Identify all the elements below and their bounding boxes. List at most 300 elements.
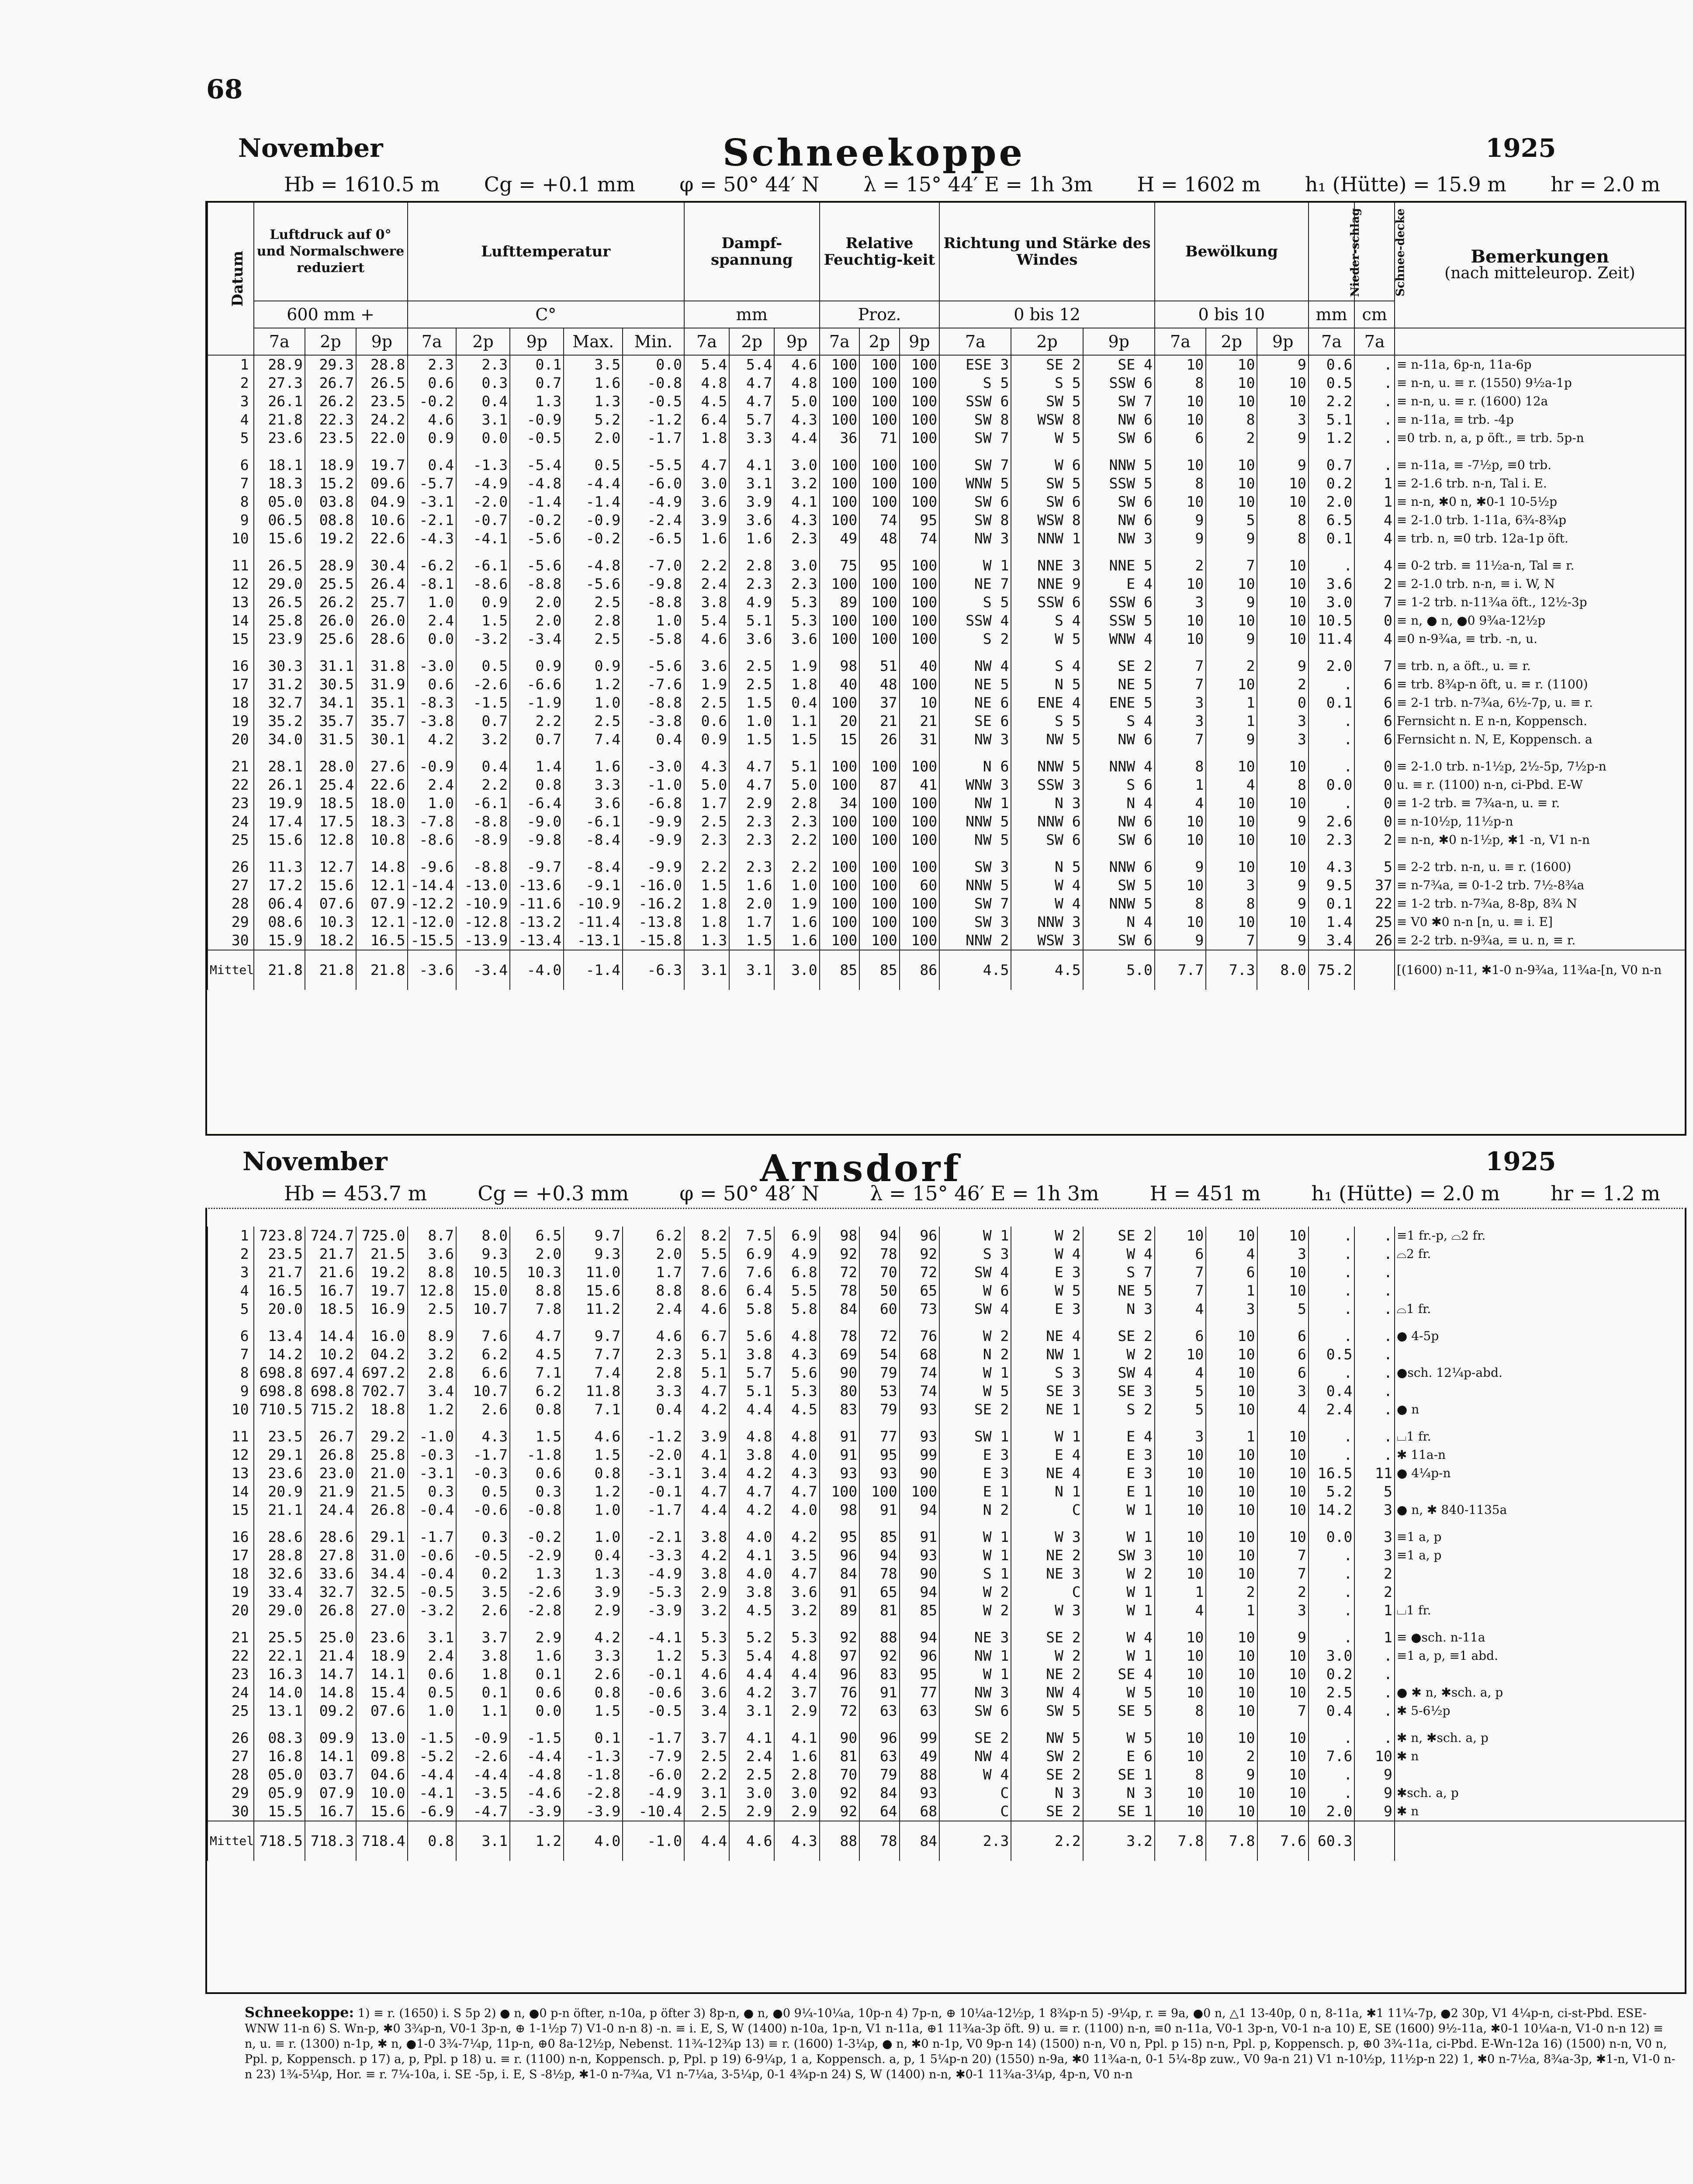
value-cell: -0.5	[623, 1702, 684, 1720]
value-cell: W 1	[939, 556, 1011, 575]
value-cell: 6	[1354, 730, 1395, 749]
param: hr = 2.0 m	[1551, 173, 1660, 196]
day-cell: 26	[208, 858, 254, 876]
table-row	[208, 1300, 1685, 1318]
mean-cell: 3.1	[684, 950, 729, 990]
value-cell: 1	[1354, 1601, 1395, 1620]
value-cell: 10.3	[305, 913, 356, 931]
value-cell: -12.8	[456, 913, 510, 931]
value-cell: 10	[1206, 1628, 1257, 1647]
value-cell: 93	[900, 1427, 940, 1446]
value-cell: 3.0	[774, 556, 819, 575]
day-cell: 20	[208, 1601, 254, 1620]
value-cell: 84	[820, 1565, 860, 1583]
value-cell: 29.3	[305, 355, 356, 374]
value-cell: 1.3	[510, 1565, 564, 1583]
value-cell: 68	[900, 1802, 940, 1821]
value-cell: 19.2	[305, 529, 356, 548]
value-cell: -6.2	[408, 556, 456, 575]
value-cell: W 4	[1083, 1628, 1155, 1647]
value-cell: 1.7	[684, 794, 729, 812]
table-row	[208, 593, 1685, 612]
remark-cell: ≡ n-n, u. ≡ r. (1600) 12a	[1395, 392, 1685, 411]
value-cell: NW 6	[1083, 812, 1155, 831]
value-cell: 85	[900, 1601, 940, 1620]
value-cell: 94	[900, 1628, 940, 1647]
unit-wind: 0 bis 12	[939, 301, 1155, 328]
value-cell: 5.6	[729, 1327, 774, 1345]
value-cell: 1.8	[684, 913, 729, 931]
value-cell: 1.3	[684, 931, 729, 950]
value-cell: 10	[1257, 612, 1308, 630]
table-row	[208, 931, 1685, 950]
value-cell: 25.5	[254, 1628, 305, 1647]
value-cell: 06.4	[254, 895, 305, 913]
value-cell: 37	[859, 694, 900, 712]
value-cell: 7.1	[564, 1400, 623, 1419]
value-cell: W 1	[1011, 1427, 1083, 1446]
value-cell: 100	[900, 675, 940, 694]
value-cell: 21.1	[254, 1501, 305, 1519]
value-cell: 21	[859, 712, 900, 730]
value-cell: 0.4	[456, 392, 510, 411]
value-cell: 10	[1257, 392, 1308, 411]
table-row	[208, 1427, 1685, 1446]
value-cell: SW 4	[939, 1300, 1011, 1318]
value-cell: 84	[859, 1784, 900, 1802]
value-cell: 4.7	[774, 1565, 819, 1583]
value-cell: 3.6	[564, 794, 623, 812]
value-cell: 5.2	[729, 1628, 774, 1647]
value-cell: 100	[900, 812, 940, 831]
value-cell: 0.4	[564, 1546, 623, 1565]
value-cell: 6.4	[684, 411, 729, 429]
value-cell: 9	[1257, 456, 1308, 474]
table-row	[208, 392, 1685, 411]
value-cell: 14.4	[305, 1327, 356, 1345]
day-cell: 13	[208, 593, 254, 612]
value-cell: -0.8	[510, 1501, 564, 1519]
value-cell: 698.8	[305, 1382, 356, 1400]
value-cell: -0.6	[623, 1683, 684, 1702]
value-cell: 2.6	[564, 1665, 623, 1683]
value-cell: 10	[1206, 1364, 1257, 1382]
value-cell: N 2	[939, 1345, 1011, 1364]
value-cell: 10	[1155, 411, 1206, 429]
value-cell: 4.1	[684, 1446, 729, 1464]
value-cell: 6	[1354, 694, 1395, 712]
value-cell: .	[1309, 556, 1355, 575]
value-cell: 21	[900, 712, 940, 730]
value-cell: 100	[859, 612, 900, 630]
value-cell: 9	[1206, 593, 1257, 612]
value-cell: .	[1309, 712, 1355, 730]
mean-cell: -1.4	[564, 950, 623, 990]
day-cell: 23	[208, 1665, 254, 1683]
value-cell: W 2	[939, 1327, 1011, 1345]
table-row	[208, 831, 1685, 849]
value-cell: 4.2	[729, 1683, 774, 1702]
value-cell: 1.4	[510, 757, 564, 776]
value-cell: -8.4	[564, 858, 623, 876]
value-cell: 3.5	[456, 1583, 510, 1601]
value-cell: SE 1	[1083, 1766, 1155, 1784]
value-cell: 16.8	[254, 1747, 305, 1766]
value-cell: 0.2	[1309, 474, 1355, 493]
value-cell: -5.8	[623, 630, 684, 648]
value-cell: 10	[1206, 1665, 1257, 1683]
value-cell: SE 2	[1083, 1227, 1155, 1245]
value-cell: 10	[1257, 1729, 1309, 1747]
value-cell: 26.7	[305, 1427, 356, 1446]
value-cell: 0.0	[1309, 1528, 1355, 1546]
value-cell: 32.7	[305, 1583, 356, 1601]
value-cell: 31	[900, 730, 940, 749]
value-cell: 0.3	[456, 374, 510, 392]
value-cell: 2.0	[510, 1245, 564, 1263]
value-cell: 1.6	[774, 1747, 819, 1766]
value-cell: 100	[859, 474, 900, 493]
value-cell: 3.2	[774, 474, 819, 493]
value-cell: 63	[900, 1702, 940, 1720]
value-cell: 9.5	[1309, 876, 1355, 895]
value-cell: 0.9	[408, 429, 456, 447]
value-cell: 2	[1155, 556, 1206, 575]
value-cell: -1.7	[456, 1446, 510, 1464]
value-cell: -9.8	[510, 831, 564, 849]
value-cell: -1.3	[456, 456, 510, 474]
value-cell: 91	[820, 1427, 860, 1446]
value-cell: 10	[1206, 1702, 1257, 1720]
remark-cell: ● 4¼p-n	[1395, 1464, 1685, 1482]
value-cell: 10	[1155, 1802, 1206, 1821]
param: h₁ (Hütte) = 2.0 m	[1311, 1182, 1500, 1205]
value-cell: 14.7	[305, 1665, 356, 1683]
value-cell: 70	[820, 1766, 860, 1784]
day-cell: 25	[208, 1702, 254, 1720]
value-cell: 10	[1257, 1427, 1309, 1446]
value-cell: 2.6	[456, 1400, 510, 1419]
value-cell: 3.1	[684, 1784, 729, 1802]
value-cell: N 2	[939, 1501, 1011, 1519]
value-cell: -0.5	[456, 1546, 510, 1565]
value-cell: 100	[859, 1482, 900, 1501]
value-cell: -5.2	[408, 1747, 456, 1766]
value-cell: -13.0	[456, 876, 510, 895]
value-cell: NNW 5	[939, 812, 1011, 831]
value-cell: 1.0	[729, 712, 774, 730]
value-cell: 100	[900, 493, 940, 511]
value-cell: 100	[820, 374, 860, 392]
table-row	[208, 657, 1685, 675]
table-row	[208, 1665, 1685, 1683]
value-cell: 100	[859, 374, 900, 392]
mean-cell: 8.0	[1257, 950, 1308, 990]
value-cell: -8.8	[456, 812, 510, 831]
value-cell: -11.4	[564, 913, 623, 931]
value-cell: 5.2	[1309, 1482, 1355, 1501]
remark-cell: ≡ 2-1 trb. n-7¾a, 6½-7p, u. ≡ r.	[1395, 694, 1685, 712]
remark-cell: ≡1 a, p	[1395, 1546, 1685, 1565]
time-9p: 9p	[1083, 328, 1155, 355]
value-cell: 1	[1206, 1427, 1257, 1446]
value-cell: 22.3	[305, 411, 356, 429]
value-cell: -0.8	[623, 374, 684, 392]
value-cell: 41	[900, 776, 940, 794]
value-cell: SSW 5	[1083, 612, 1155, 630]
value-cell: 3.6	[684, 493, 729, 511]
value-cell: .	[1309, 1427, 1355, 1446]
value-cell: 8	[1257, 776, 1308, 794]
value-cell: 1.0	[623, 612, 684, 630]
value-cell: .	[1354, 1427, 1395, 1446]
value-cell: 78	[859, 1245, 900, 1263]
value-cell: .	[1309, 1282, 1355, 1300]
value-cell: 28.8	[356, 355, 407, 374]
value-cell: 15.9	[254, 931, 305, 950]
value-cell: 07.9	[305, 1784, 356, 1802]
table-row	[208, 374, 1685, 392]
time-9p: 9p	[900, 328, 940, 355]
value-cell: 4.6	[564, 1427, 623, 1446]
value-cell: 10	[1155, 355, 1206, 374]
value-cell: 9	[1257, 355, 1308, 374]
value-cell: 10	[1257, 630, 1308, 648]
value-cell: 9	[1206, 730, 1257, 749]
value-cell: -1.2	[623, 1427, 684, 1446]
value-cell: 2.4	[729, 1747, 774, 1766]
value-cell: .	[1354, 1382, 1395, 1400]
value-cell: 2.5	[729, 675, 774, 694]
value-cell: 3.6	[408, 1245, 456, 1263]
time-2p: 2p	[859, 328, 900, 355]
table-row	[208, 1784, 1685, 1802]
value-cell: 5.7	[729, 411, 774, 429]
value-cell: 10	[1206, 1482, 1257, 1501]
value-cell: 6	[1354, 675, 1395, 694]
value-cell: -4.4	[564, 474, 623, 493]
value-cell: 14.8	[305, 1683, 356, 1702]
value-cell: 28.6	[305, 1528, 356, 1546]
value-cell: 19.9	[254, 794, 305, 812]
day-cell: 21	[208, 1628, 254, 1647]
value-cell: 10	[1257, 1282, 1309, 1300]
value-cell: 5.2	[564, 411, 623, 429]
value-cell: 1.5	[684, 876, 729, 895]
value-cell: -5.6	[623, 657, 684, 675]
value-cell: 2.4	[408, 776, 456, 794]
value-cell: 3.7	[456, 1628, 510, 1647]
value-cell: 0.8	[564, 1464, 623, 1482]
value-cell: 1.8	[684, 895, 729, 913]
value-cell: 3	[1155, 712, 1206, 730]
value-cell: 1.0	[774, 876, 819, 895]
col-niederschlag: Nieder-schlag	[1309, 203, 1355, 301]
value-cell: -0.6	[408, 1546, 456, 1565]
value-cell: 702.7	[356, 1382, 407, 1400]
value-cell: 100	[820, 913, 860, 931]
value-cell: 1.3	[564, 1565, 623, 1583]
value-cell: 0.5	[1309, 1345, 1355, 1364]
value-cell: SW 4	[939, 1263, 1011, 1282]
value-cell: S 4	[1083, 712, 1155, 730]
value-cell: 4.2	[684, 1400, 729, 1419]
value-cell: 4.2	[774, 1528, 819, 1546]
value-cell: 19.7	[356, 1282, 407, 1300]
value-cell: -7.6	[623, 675, 684, 694]
value-cell: 74	[900, 1382, 940, 1400]
value-cell: 75	[820, 556, 860, 575]
value-cell: NNW 5	[939, 876, 1011, 895]
value-cell: 4.7	[729, 374, 774, 392]
value-cell: -1.5	[408, 1729, 456, 1747]
value-cell: NE 5	[939, 675, 1011, 694]
value-cell: 16.5	[1309, 1464, 1355, 1482]
value-cell: 25.5	[305, 575, 356, 593]
value-cell: 2.8	[774, 1766, 819, 1784]
day-cell: 11	[208, 556, 254, 575]
remark-cell: ≡ 2-1.6 trb. n-n, Tal i. E.	[1395, 474, 1685, 493]
mean-cell: 4.6	[729, 1821, 774, 1861]
value-cell: 22.6	[356, 776, 407, 794]
value-cell: 6	[1155, 1245, 1206, 1263]
value-cell: 27.3	[254, 374, 305, 392]
value-cell: 4	[1354, 630, 1395, 648]
mean-cell: 3.1	[729, 950, 774, 990]
value-cell: 21.0	[356, 1464, 407, 1482]
value-cell: 100	[859, 876, 900, 895]
value-cell: 9.7	[564, 1327, 623, 1345]
value-cell: 4.7	[729, 392, 774, 411]
time-7a: 7a	[684, 328, 729, 355]
value-cell: .	[1309, 757, 1355, 776]
value-cell: 09.6	[356, 474, 407, 493]
day-cell: 6	[208, 1327, 254, 1345]
value-cell: SE 1	[1083, 1802, 1155, 1821]
value-cell: 4	[1155, 1364, 1206, 1382]
value-cell: 0.7	[510, 374, 564, 392]
value-cell: .	[1354, 456, 1395, 474]
value-cell: SW 7	[939, 895, 1011, 913]
value-cell: 09.8	[356, 1747, 407, 1766]
value-cell: W 1	[939, 1364, 1011, 1382]
value-cell: 2	[1354, 1565, 1395, 1583]
value-cell: 3.9	[684, 1427, 729, 1446]
value-cell: -15.8	[623, 931, 684, 950]
value-cell: 4.8	[774, 1327, 819, 1345]
value-cell: E 6	[1083, 1747, 1155, 1766]
unit-luftdruck: 600 mm +	[254, 301, 408, 328]
value-cell: 2	[1354, 1583, 1395, 1601]
value-cell: 0.1	[564, 1729, 623, 1747]
value-cell: 10	[1155, 812, 1206, 831]
value-cell: 5.3	[774, 593, 819, 612]
value-cell: 6	[1155, 1327, 1206, 1345]
value-cell: 7.8	[510, 1300, 564, 1318]
value-cell: .	[1354, 1364, 1395, 1382]
value-cell: SW 8	[939, 411, 1011, 429]
mean-cell	[1354, 950, 1395, 990]
value-cell: 5.4	[729, 355, 774, 374]
value-cell: 9	[1206, 1766, 1257, 1784]
value-cell: N 1	[1011, 1482, 1083, 1501]
value-cell: 723.8	[254, 1227, 305, 1245]
value-cell: 23.5	[305, 429, 356, 447]
value-cell: 2	[1354, 575, 1395, 593]
value-cell: N 3	[1083, 1300, 1155, 1318]
row-gap	[208, 548, 1685, 556]
table-row	[208, 675, 1685, 694]
value-cell: -3.8	[623, 712, 684, 730]
row-gap	[208, 1620, 1685, 1628]
value-cell: 6.5	[1309, 511, 1355, 529]
value-cell: 23.5	[356, 392, 407, 411]
value-cell: -0.1	[623, 1482, 684, 1501]
value-cell: 96	[900, 1227, 940, 1245]
value-cell: 1	[1155, 776, 1206, 794]
value-cell: 5	[1206, 511, 1257, 529]
value-cell: 3.7	[684, 1729, 729, 1747]
value-cell: S 5	[939, 374, 1011, 392]
day-cell: 27	[208, 876, 254, 895]
value-cell: 100	[859, 757, 900, 776]
value-cell: E 4	[1083, 575, 1155, 593]
value-cell: 21.9	[305, 1482, 356, 1501]
remark-cell	[1395, 1345, 1685, 1364]
value-cell: 9	[1257, 876, 1308, 895]
value-cell: 6.2	[623, 1227, 684, 1245]
param: hr = 1.2 m	[1551, 1182, 1660, 1205]
value-cell: -3.9	[623, 1601, 684, 1620]
value-cell: .	[1309, 1327, 1355, 1345]
value-cell: NE 3	[1011, 1565, 1083, 1583]
value-cell: 95	[820, 1528, 860, 1546]
value-cell: -8.3	[408, 694, 456, 712]
time-2p: 2p	[305, 328, 356, 355]
table-row	[208, 712, 1685, 730]
value-cell: 26.5	[356, 374, 407, 392]
value-cell: -9.9	[623, 831, 684, 849]
value-cell: -6.0	[623, 1766, 684, 1784]
time-7a: 7a	[254, 328, 305, 355]
value-cell: -13.1	[564, 931, 623, 950]
value-cell: 2.3	[729, 858, 774, 876]
value-cell: 725.0	[356, 1227, 407, 1245]
value-cell: 3.1	[408, 1628, 456, 1647]
value-cell: 10	[1155, 1528, 1206, 1546]
param: H = 1602 m	[1137, 173, 1261, 196]
value-cell: 89	[820, 593, 860, 612]
value-cell: 05.0	[254, 1766, 305, 1784]
value-cell: 1.9	[774, 657, 819, 675]
value-cell: WNW 4	[1083, 630, 1155, 648]
day-cell: 2	[208, 374, 254, 392]
value-cell: 08.8	[305, 511, 356, 529]
remark-cell: ≡ n-11a, ≡ trb. -4p	[1395, 411, 1685, 429]
value-cell: 18.1	[254, 456, 305, 474]
value-cell: E 3	[1011, 1300, 1083, 1318]
value-cell: 10	[1206, 456, 1257, 474]
value-cell: 100	[820, 630, 860, 648]
value-cell: 100	[900, 931, 940, 950]
value-cell: 3	[1354, 1528, 1395, 1546]
value-cell: 7	[1206, 931, 1257, 950]
value-cell: 90	[900, 1565, 940, 1583]
value-cell: 1.6	[774, 931, 819, 950]
value-cell: -13.6	[510, 876, 564, 895]
day-cell: 18	[208, 694, 254, 712]
value-cell: -13.2	[510, 913, 564, 931]
